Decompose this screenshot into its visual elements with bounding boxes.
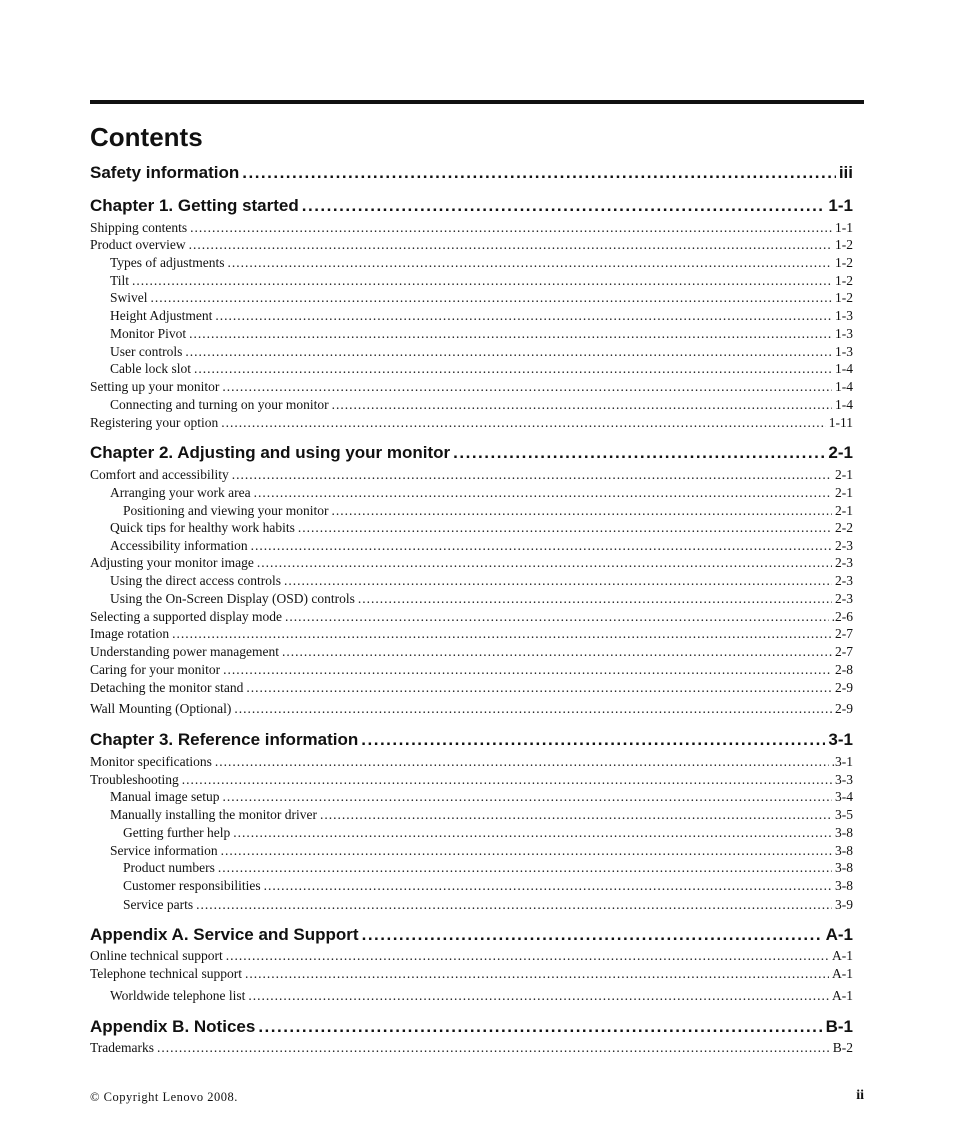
toc-entry[interactable] [110, 807, 853, 823]
toc-entry-label: Cable lock slot [110, 361, 191, 376]
toc-entry[interactable] [90, 662, 853, 678]
toc-entry-label: Getting further help [123, 825, 231, 840]
toc-entry-page: 1-4 [835, 397, 853, 412]
toc-heading[interactable] [90, 162, 853, 184]
toc-entry-page: 3-5 [835, 807, 853, 822]
toc-entry-label: Chapter 2. Adjusting and using your monitor [90, 443, 451, 462]
dot-leader [218, 860, 832, 876]
dot-leader [285, 609, 829, 625]
dot-leader [233, 825, 832, 841]
toc-entry-page: 1-1 [835, 220, 853, 235]
toc-entry-label: Shipping contents [90, 220, 188, 235]
dot-leader [248, 988, 829, 1004]
toc-entry-page: B-1 [825, 1017, 853, 1036]
toc-entry-page: B-2 [832, 1040, 853, 1055]
toc-entry[interactable] [110, 573, 853, 589]
toc-entry[interactable] [123, 825, 853, 841]
dot-leader [264, 878, 832, 894]
toc-entry-label: Height Adjustment [110, 308, 213, 323]
toc-heading[interactable] [90, 924, 853, 946]
toc-entry-page: 1-2 [835, 255, 853, 270]
toc-entry-label: Positioning and viewing your monitor [123, 503, 329, 518]
toc-entry-page: 2-1 [835, 467, 853, 482]
toc-entry-page: 3-1 [828, 730, 853, 749]
toc-entry-page: A-1 [832, 966, 853, 981]
toc-entry[interactable] [90, 1040, 853, 1056]
toc-entry-label: Trademarks [90, 1040, 154, 1055]
toc-entry-label: Monitor specifications [90, 754, 212, 769]
toc-entry[interactable] [90, 948, 853, 964]
toc-entry[interactable] [90, 220, 853, 236]
toc-entry-label: Product numbers [123, 860, 215, 875]
toc-entry-label: Chapter 1. Getting started [90, 196, 299, 215]
toc-heading[interactable] [90, 729, 853, 751]
toc-entry-label: Telephone technical support [90, 966, 243, 981]
toc-entry-page: 2-9 [835, 680, 853, 695]
dot-leader [302, 195, 826, 217]
toc-entry[interactable] [110, 273, 853, 289]
copyright-notice: © Copyright Lenovo 2008. [90, 1090, 238, 1104]
dot-leader [298, 520, 832, 536]
toc-entry-label: Worldwide telephone list [110, 988, 246, 1003]
toc-entry-page: 2-7 [835, 626, 853, 641]
toc-entry-label: Comfort and accessibility [90, 467, 229, 482]
toc-entry-page: 2-1 [835, 503, 853, 518]
toc-entry-label: Setting up your monitor [90, 379, 220, 394]
toc-entry[interactable] [110, 255, 853, 271]
dot-leader [258, 1016, 822, 1038]
toc-entry-page: 2-3 [835, 555, 853, 570]
toc-entry-label: Using the direct access controls [110, 573, 281, 588]
toc-entry[interactable] [123, 860, 853, 876]
toc-entry[interactable] [110, 988, 853, 1004]
toc-entry[interactable] [110, 344, 853, 360]
page-title: Contents [90, 122, 203, 152]
toc-entry-page: 1-1 [828, 196, 853, 215]
toc-entry[interactable] [110, 789, 853, 805]
page-number: ii [856, 1088, 864, 1103]
toc-entry-label: Arranging your work area [110, 485, 251, 500]
toc-entry-page: .2-6 [831, 609, 853, 624]
dot-leader [189, 326, 832, 342]
toc-entry-label: Manually installing the monitor driver [110, 807, 317, 822]
toc-entry[interactable] [110, 361, 853, 377]
top-rule [90, 100, 864, 104]
dot-leader [234, 701, 832, 717]
toc-entry-label: Connecting and turning on your monitor [110, 397, 329, 412]
toc-entry-page: 3-8 [835, 843, 853, 858]
dot-leader [151, 290, 832, 306]
toc-entry[interactable] [90, 237, 853, 253]
toc-entry-label: Online technical support [90, 948, 223, 963]
dot-leader [226, 948, 829, 964]
toc-entry-page: 2-3 [835, 538, 853, 553]
toc-entry[interactable] [110, 591, 853, 607]
toc-entry-page: A-1 [832, 948, 853, 963]
dot-leader [157, 1040, 830, 1056]
toc-entry-page: 1-3 [835, 308, 853, 323]
toc-entry-page: 2-1 [828, 443, 853, 462]
toc-entry-label: Caring for your monitor [90, 662, 221, 677]
toc-entry-page: 1-3 [835, 344, 853, 359]
toc-entry-page: iii [838, 163, 853, 182]
toc-entry-label: Detaching the monitor stand [90, 680, 244, 695]
toc-entry-page: 1-4 [835, 361, 853, 376]
toc-entry[interactable] [110, 397, 853, 413]
dot-leader [185, 344, 832, 360]
toc-entry[interactable] [123, 897, 853, 913]
dot-leader [172, 626, 832, 642]
dot-leader [320, 807, 832, 823]
dot-leader [189, 237, 832, 253]
toc-entry-label: Swivel [110, 290, 148, 305]
dot-leader [228, 255, 832, 271]
toc-entry-page: 1-2 [835, 290, 853, 305]
toc-entry-label: User controls [110, 344, 183, 359]
toc-entry[interactable] [90, 680, 853, 696]
toc-entry[interactable] [90, 609, 853, 625]
toc-entry-page: 1-3 [835, 326, 853, 341]
dot-leader [254, 485, 832, 501]
toc-entry-page: 1-2 [835, 237, 853, 252]
toc-entry-page: 2-8 [835, 662, 853, 677]
toc-entry[interactable] [110, 485, 853, 501]
toc-entry-label: Service parts [123, 897, 194, 912]
dot-leader [332, 397, 832, 413]
toc-entry-label: Using the On-Screen Display (OSD) controls [110, 591, 355, 606]
toc-entry-page: 3-8 [835, 860, 853, 875]
dot-leader [194, 361, 832, 377]
toc-entry-label: Quick tips for healthy work habits [110, 520, 295, 535]
toc-entry[interactable] [110, 326, 853, 342]
dot-leader [223, 662, 832, 678]
dot-leader [221, 843, 832, 859]
dot-leader [215, 308, 832, 324]
toc-entry-page: 3-3 [835, 772, 853, 787]
toc-heading[interactable] [90, 195, 853, 217]
toc-entry[interactable] [90, 626, 853, 642]
dot-leader [246, 680, 832, 696]
toc-entry-page: A-1 [832, 988, 853, 1003]
toc-entry[interactable] [110, 308, 853, 324]
dot-leader [362, 924, 823, 946]
toc-entry[interactable] [90, 754, 853, 770]
toc-entry-page: 1-4 [835, 379, 853, 394]
toc-entry-label: Customer responsibilities [123, 878, 261, 893]
toc-entry[interactable] [90, 415, 853, 431]
dot-leader [190, 220, 832, 236]
toc-entry[interactable] [90, 467, 853, 483]
dot-leader [232, 467, 832, 483]
toc-entry[interactable] [90, 644, 853, 660]
dot-leader [361, 729, 825, 751]
dot-leader [132, 273, 832, 289]
dot-leader [284, 573, 832, 589]
toc-entry[interactable] [110, 520, 853, 536]
dot-leader [215, 754, 829, 770]
toc-entry-label: Product overview [90, 237, 186, 252]
dot-leader [245, 966, 829, 982]
toc-entry-page: 2-9 [835, 701, 853, 716]
dot-leader [332, 503, 833, 519]
toc-entry-label: Service information [110, 843, 218, 858]
toc-entry-page: 1-11 [828, 415, 853, 430]
toc-entry-page: .3-1 [831, 754, 853, 769]
dot-leader [282, 644, 832, 660]
toc-entry-page: 2-2 [835, 520, 853, 535]
toc-entry-page: 2-7 [835, 644, 853, 659]
toc-entry-label: Manual image setup [110, 789, 220, 804]
toc-heading[interactable] [90, 442, 853, 464]
toc-entry-page: 2-3 [835, 573, 853, 588]
toc-entry-label: Wall Mounting (Optional) [90, 701, 232, 716]
dot-leader [222, 789, 832, 805]
dot-leader [358, 591, 832, 607]
toc-entry-page: 2-3 [835, 591, 853, 606]
dot-leader [251, 538, 832, 554]
toc-entry[interactable] [110, 538, 853, 554]
toc-entry[interactable] [110, 290, 853, 306]
toc-entry-label: Adjusting your monitor image [90, 555, 254, 570]
toc-entry-label: Safety information [90, 163, 240, 182]
toc-entry-label: Appendix B. Notices [90, 1017, 256, 1036]
toc-entry-page: 3-8 [835, 878, 853, 893]
toc-entry[interactable] [90, 555, 853, 571]
toc-entry-label: Registering your option [90, 415, 219, 430]
toc-entry-page: 2-1 [835, 485, 853, 500]
toc-entry-label: Selecting a supported display mode [90, 609, 282, 624]
dot-leader [242, 162, 836, 184]
toc-entry-label: Accessibility information [110, 538, 248, 553]
toc-entry[interactable] [110, 843, 853, 859]
toc-entry-label: Types of adjustments [110, 255, 225, 270]
toc-entry[interactable] [90, 701, 853, 717]
toc-entry-label: Tilt [110, 273, 130, 288]
toc-entry-label: Image rotation [90, 626, 170, 641]
toc-entry-page: 1-2 [835, 273, 853, 288]
toc-entry-page: A-1 [825, 925, 853, 944]
dot-leader [196, 897, 832, 913]
toc-entry[interactable] [123, 878, 853, 894]
toc-entry-label: Troubleshooting [90, 772, 179, 787]
toc-entry-label: Understanding power management [90, 644, 279, 659]
toc-entry[interactable] [90, 379, 853, 395]
dot-leader [222, 379, 832, 395]
dot-leader [453, 442, 825, 464]
toc-entry-label: Appendix A. Service and Support [90, 925, 359, 944]
toc-entry[interactable] [90, 966, 853, 982]
toc-entry[interactable] [123, 503, 853, 519]
dot-leader [221, 415, 826, 431]
toc-entry-page: 3-4 [835, 789, 853, 804]
toc-entry-page: 3-8 [835, 825, 853, 840]
toc-entry-label: Monitor Pivot [110, 326, 187, 341]
dot-leader [257, 555, 832, 571]
dot-leader [182, 772, 832, 788]
toc-entry[interactable] [90, 772, 853, 788]
toc-heading[interactable] [90, 1016, 853, 1038]
toc-entry-label: Chapter 3. Reference information [90, 730, 359, 749]
toc-entry-page: 3-9 [835, 897, 853, 912]
